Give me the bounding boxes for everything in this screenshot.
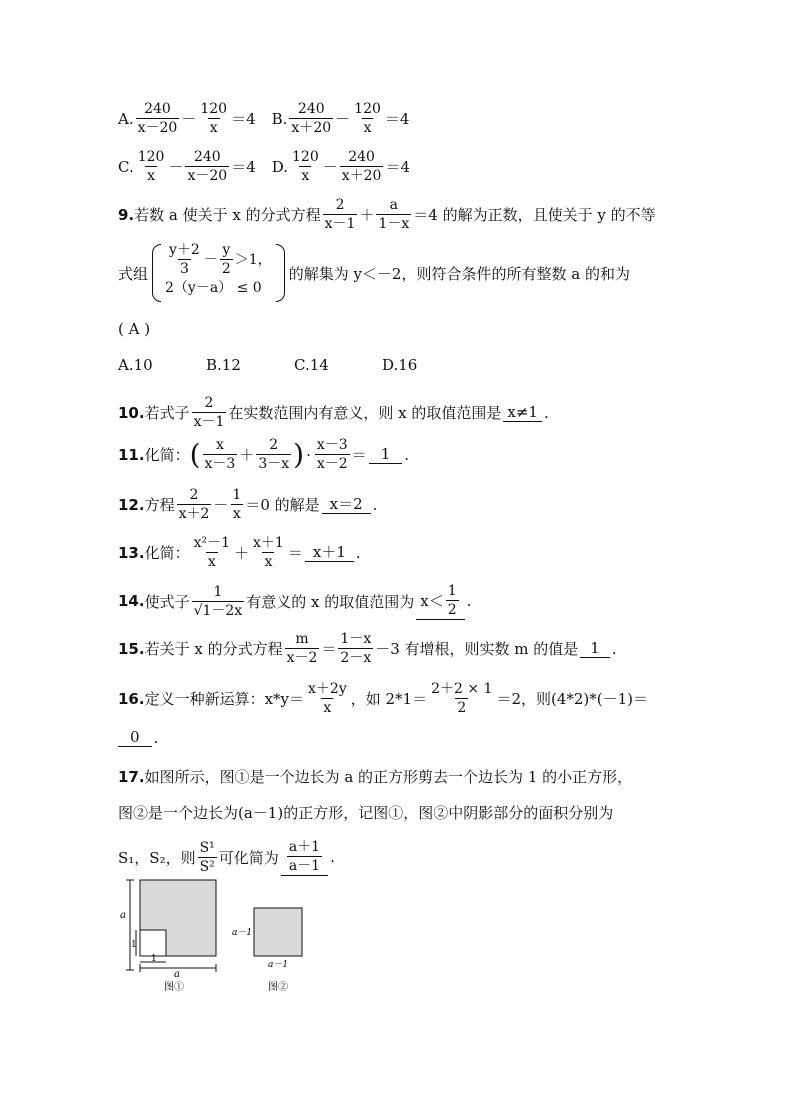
- fraction: $\frac{2+2 \times 1}{2}$: [431, 681, 493, 716]
- answer-blank: x≠1: [503, 403, 542, 422]
- answer-blank: 1: [580, 639, 610, 658]
- side-label-1-vertical: 1: [131, 940, 137, 950]
- fraction: $\frac{y+2}{3}$: [169, 241, 200, 277]
- fraction: $\frac{1}{2}$: [447, 583, 457, 618]
- question-15: 15. 若关于 x 的分式方程 $\frac{m}{x-2}$ ＝ $\frac{1-x}{2-x}$ －3 有增根，则实数 m 的值是 1 .: [118, 631, 617, 666]
- question-10: 10. 若式子 $\frac{2}{x-1}$ 在实数范围内有意义，则 x 的取值范围是 x≠1 .: [118, 395, 549, 430]
- question-number: 11.: [118, 445, 145, 464]
- fraction: $\frac{2}{x+2}$: [178, 487, 210, 522]
- fraction: $\frac{1}{x}$: [232, 487, 242, 522]
- choice-b: B.12: [206, 356, 241, 374]
- option-b: B. $\frac{240}{x+20}$ － $\frac{120}{x}$ ＝4: [271, 101, 410, 136]
- fraction: $\frac{120}{x}$: [200, 101, 228, 136]
- fraction: $\frac{1}{√1-2x}$: [193, 583, 243, 619]
- fraction: $\frac{x+1}{x}$: [253, 535, 284, 570]
- question-number: 15.: [118, 639, 145, 658]
- left-brace: [152, 244, 161, 302]
- question-number: 10.: [118, 403, 145, 422]
- inequality-row-2: 2（y－a） ≤ 0: [165, 280, 262, 296]
- question-9-line-1: 9. 若数 a 使关于 x 的分式方程 $\frac{2}{x-1}$ ＋ $\frac{a}{1-x}$ ＝4 的解为正数，且使关于 y 的不等: [118, 197, 656, 232]
- option-a: A. $\frac{240}{x-20}$ － $\frac{120}{x}$ ＝4: [118, 101, 256, 136]
- question-number: 16.: [118, 689, 145, 708]
- question-14: 14. 使式子 $\frac{1}{√1-2x}$ 有意义的 x 的取值范围为 x＜ $\frac{1}{2}$ .: [118, 583, 472, 619]
- answer-blank: 1: [369, 445, 403, 464]
- fraction: $\frac{120}{x}$: [292, 149, 319, 184]
- question-17-line-1: 17. 如图所示，图①是一个边长为 a 的正方形剪去一个边长为 1 的小正方形，: [118, 767, 633, 786]
- question-11: 11. 化简： ( $\frac{x}{x-3}$ ＋ $\frac{2}{3-x}$ ) · $\frac{x-3}{x-2}$ ＝ 1 .: [118, 437, 410, 472]
- answer-blank: x＋1: [305, 543, 354, 562]
- fraction: $\frac{240}{x+20}$: [341, 149, 382, 184]
- question-16: 16. 定义一种新运算：x*y＝ $\frac{x+2y}{x}$ ，如 2*1＝ $\frac{2+2 \times 1}{2}$ ＝2，则(4*2)*(－1)＝: [118, 681, 649, 716]
- figure-1: [118, 876, 228, 996]
- question-9-choices: [118, 356, 470, 374]
- answer-blank: [281, 838, 328, 876]
- fraction: $\frac{120}{x}$: [137, 149, 165, 184]
- figure-2-caption: 图②: [268, 982, 288, 993]
- option-c: C. $\frac{120}{x}$ － $\frac{240}{x-20}$ ＝4: [118, 149, 256, 184]
- fraction: $\frac{y}{2}$: [221, 241, 231, 277]
- question-9-line-2: 式组 $\frac{y+2}{3}$ － $\frac{y}{2}$ ＞1， 2（y－a） ≤ 0 的解集为 y＜－2，则符合条件的所有整数 a 的和为: [118, 244, 630, 302]
- fraction: $\frac{x-3}{x-2}$: [316, 437, 348, 472]
- question-number: 14.: [118, 592, 145, 610]
- fraction: $\frac{\text{x²－1}}{x}$: [193, 535, 231, 570]
- choice-d: D.16: [382, 356, 418, 374]
- side-label-a: a: [120, 910, 126, 921]
- question-9-answer: ( A ): [118, 320, 151, 338]
- question-17-line-2: 图②是一个边长为(a－1)的正方形，记图①，图②中阴影部分的面积分别为: [118, 804, 614, 822]
- fraction: $\frac{240}{x-20}$: [137, 101, 178, 136]
- inequality-system: [152, 241, 285, 302]
- fraction: $\frac{240}{x+20}$: [291, 101, 332, 136]
- fraction: $\frac{2}{x-1}$: [324, 197, 356, 232]
- fraction: $\frac{240}{x-20}$: [187, 149, 228, 184]
- figure-1-caption: 图①: [164, 982, 184, 993]
- fraction: $\frac{x}{x-3}$: [204, 437, 236, 472]
- question-number: 12.: [118, 495, 145, 514]
- question-13: 13. 化简： $\frac{\text{x²－1}}{x}$ ＋ $\frac{x+1}{x}$ ＝ x＋1 .: [118, 535, 361, 570]
- fraction: $\frac{a+1}{a-1}$: [288, 839, 321, 874]
- side-label-a-minus-1: a－1: [232, 928, 253, 938]
- question-number: 9.: [118, 205, 135, 224]
- option-c-d-line: [118, 148, 410, 185]
- answer-blank: x＜ $\frac{1}{2}$: [416, 582, 464, 620]
- answer-blank: 0: [118, 728, 152, 747]
- figure-2: [228, 900, 318, 996]
- side-label-1-horizontal: 1: [151, 954, 157, 964]
- question-17-line-3: S₁，S₂，则 $\frac{\text{S¹}}{\text{S²}}$ 可化简为 $\frac{a+1}{a-1}$ .: [118, 839, 335, 875]
- fraction: $\frac{m}{x-2}$: [286, 631, 318, 666]
- side-label-a-minus-1-bottom: a－1: [268, 960, 289, 970]
- choice-a: A.10: [118, 356, 153, 374]
- side-label-a-bottom: a: [174, 969, 180, 980]
- right-brace: [276, 244, 285, 302]
- fraction: $\frac{120}{x}$: [354, 101, 381, 136]
- option-a-b-line: [118, 100, 409, 137]
- fraction: $\frac{2}{x-1}$: [193, 395, 225, 430]
- question-16-answer-line: 0 .: [118, 728, 158, 747]
- question-12: 12. 方程 $\frac{2}{x+2}$ － $\frac{1}{x}$ ＝0 的解是 x＝2 .: [118, 487, 378, 522]
- fraction: $\frac{a}{1-x}$: [378, 197, 410, 232]
- inequality-row-1: $\frac{y+2}{3}$ － $\frac{y}{2}$ ＞1，: [169, 241, 272, 277]
- fraction: $\frac{\text{S¹}}{\text{S²}}$: [199, 839, 215, 875]
- option-d: D. $\frac{120}{x}$ － $\frac{240}{x+20}$ ＝4: [271, 149, 411, 184]
- question-number: 13.: [118, 543, 145, 562]
- choice-c: C.14: [294, 356, 329, 374]
- shaded-square: [254, 908, 302, 956]
- answer-blank: x＝2: [322, 495, 371, 514]
- removed-small-square: [140, 930, 166, 956]
- fraction: $\frac{1-x}{2-x}$: [340, 631, 372, 666]
- fraction: $\frac{2}{3-x}$: [258, 437, 290, 472]
- question-number: 17.: [118, 767, 145, 786]
- fraction: $\frac{x+2y}{x}$: [308, 681, 347, 716]
